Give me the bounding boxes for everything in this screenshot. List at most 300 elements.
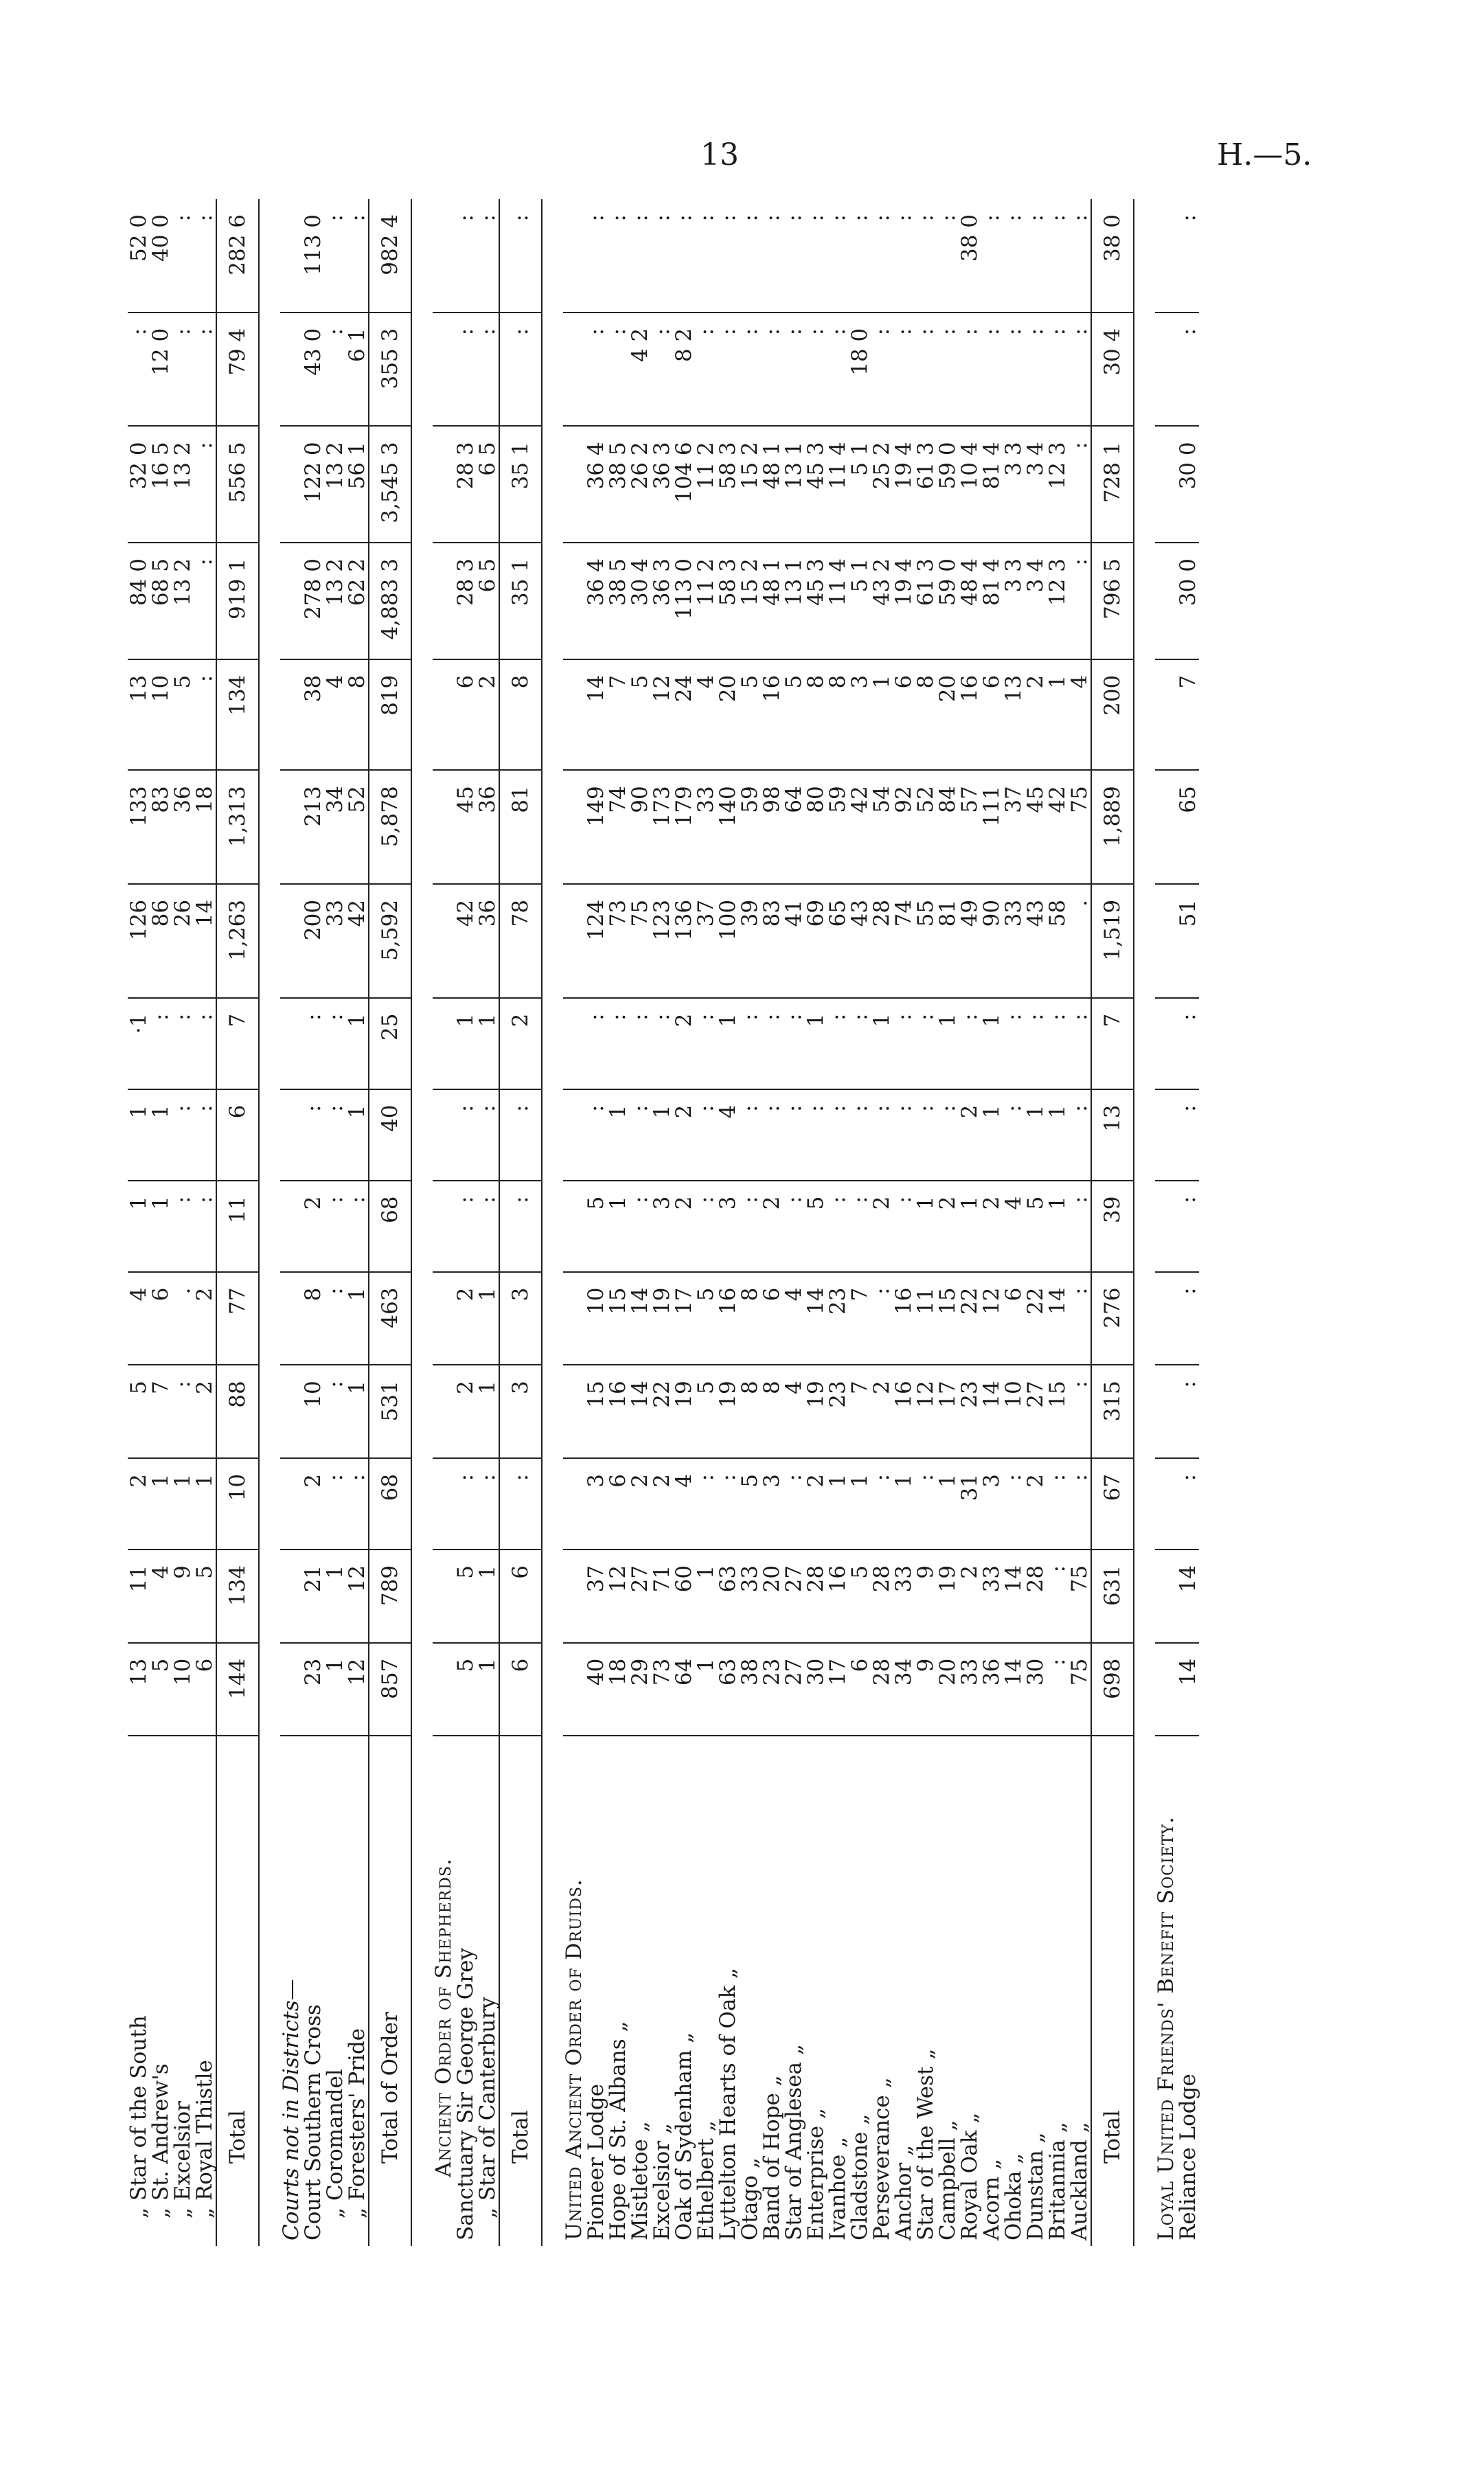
table-cell: 52 0 xyxy=(128,199,150,313)
table-cell: 35 1 xyxy=(499,426,542,543)
table-cell xyxy=(433,426,455,543)
table-cell: : xyxy=(805,1089,827,1181)
table-cell: 78 xyxy=(499,884,542,998)
table-row xyxy=(150,199,172,2246)
row-label: Britannia „ xyxy=(1047,1736,1069,2246)
table-cell: 6 xyxy=(216,1089,259,1181)
table-cell: : xyxy=(194,426,216,543)
row-label: Court Southern Cross xyxy=(302,1736,324,2246)
table-cell: : xyxy=(1025,199,1047,313)
table-row xyxy=(128,199,150,2246)
table-cell: 13 2 xyxy=(324,543,346,659)
table-cell xyxy=(433,199,455,313)
table-cell: 1 xyxy=(915,1181,937,1272)
table-cell: 33 xyxy=(1003,884,1025,998)
table-cell: 3,545 3 xyxy=(369,426,411,543)
table-cell: 68 xyxy=(369,1181,411,1272)
table-cell: 80 xyxy=(805,770,827,884)
table-cell: 81 4 xyxy=(981,543,1003,659)
table-cell xyxy=(563,313,585,427)
page-number: 13 xyxy=(700,137,739,172)
table-row xyxy=(563,199,585,2246)
table-cell: 9 xyxy=(915,1550,937,1643)
table-cell: 15 xyxy=(937,1272,959,1365)
table-cell: 5 xyxy=(585,1181,607,1272)
table-cell: : xyxy=(849,1181,871,1272)
table-cell xyxy=(433,770,455,884)
table-cell: 3 xyxy=(651,1181,673,1272)
table-cell: 83 xyxy=(150,770,172,884)
table-cell: : xyxy=(761,998,783,1089)
table-cell: 65 xyxy=(1177,770,1199,884)
table-cell: : xyxy=(959,313,981,427)
table-cell: 1,889 xyxy=(1091,770,1134,884)
table-cell: : xyxy=(1003,313,1025,427)
table-cell: : xyxy=(1003,1458,1025,1550)
table-cell: 213 xyxy=(302,770,324,884)
table-cell: 556 5 xyxy=(216,426,259,543)
table-cell xyxy=(280,199,302,313)
table-cell: 12 xyxy=(915,1365,937,1458)
table-cell: 1 xyxy=(477,998,499,1089)
table-cell: 7 xyxy=(849,1365,871,1458)
total-row xyxy=(499,199,542,2246)
table-cell xyxy=(1155,1365,1177,1458)
table-cell: 6 xyxy=(981,659,1003,771)
table-cell: 1 xyxy=(346,998,369,1089)
table-cell: : xyxy=(302,1089,324,1181)
table-cell: 38 0 xyxy=(959,199,981,313)
table-cell: : xyxy=(324,1181,346,1272)
table-row xyxy=(629,199,651,2246)
row-label: Ivanhoe „ xyxy=(827,1736,849,2246)
table-cell: 77 xyxy=(216,1272,259,1365)
table-cell: : xyxy=(172,313,194,427)
table-cell xyxy=(280,1272,302,1365)
table-cell: : xyxy=(651,998,673,1089)
table-cell: 1 xyxy=(150,1181,172,1272)
table-row xyxy=(585,199,607,2246)
table-cell: : xyxy=(346,199,369,313)
table-cell: : xyxy=(761,1089,783,1181)
table-cell: 17 xyxy=(825,1658,850,1686)
table-cell: : xyxy=(783,313,805,427)
table-cell: : xyxy=(1069,998,1091,1089)
table-cell: 69 xyxy=(805,884,827,998)
table-cell: 19 xyxy=(673,1365,695,1458)
table-cell: 1 xyxy=(346,1089,369,1181)
row-label: Perseverance „ xyxy=(871,1736,893,2246)
table-cell: . xyxy=(1069,884,1091,998)
table-cell: 200 xyxy=(1091,659,1134,771)
row-label: Star of the West „ xyxy=(915,1736,937,2246)
table-cell: 5 xyxy=(455,1550,477,1643)
table-cell xyxy=(280,1550,302,1643)
table-cell: 12 xyxy=(981,1272,1003,1365)
row-label: Star of Anglesea „ xyxy=(783,1736,805,2246)
table-cell xyxy=(433,543,455,659)
table-cell: 58 xyxy=(1047,884,1069,998)
table-cell xyxy=(280,1089,302,1181)
table-cell: 12 3 xyxy=(1047,426,1069,543)
table-cell: 2 xyxy=(673,1181,695,1272)
table-cell: 52 xyxy=(915,770,937,884)
table-cell: 33 xyxy=(324,884,346,998)
table-row xyxy=(346,199,369,2246)
table-cell: : xyxy=(1047,1458,1069,1550)
table-cell: 4 xyxy=(695,659,717,771)
table-cell: 92 xyxy=(893,770,915,884)
table-cell: 10 xyxy=(585,1272,607,1365)
table-cell: : xyxy=(585,313,607,427)
table-cell: : xyxy=(783,1458,805,1550)
spacer-row xyxy=(259,199,280,2246)
spacer-cell xyxy=(542,199,563,2246)
table-cell: 16 xyxy=(893,1272,915,1365)
table-row xyxy=(761,199,783,2246)
table-cell: 38 5 xyxy=(607,426,629,543)
table-cell: 35 1 xyxy=(499,543,542,659)
table-cell xyxy=(1155,659,1177,771)
table-cell: : xyxy=(455,1458,477,1550)
table-cell: 4 xyxy=(673,1458,695,1550)
table-cell: : xyxy=(761,313,783,427)
table-cell: : xyxy=(324,1272,346,1365)
table-row xyxy=(827,199,849,2246)
table-row xyxy=(871,199,893,2246)
table-cell: . xyxy=(172,1272,194,1365)
table-cell: 88 xyxy=(216,1365,259,1458)
spacer-row xyxy=(411,199,433,2246)
table-cell: 1 xyxy=(981,998,1003,1089)
table-cell: 5 1 xyxy=(849,426,871,543)
table-cell xyxy=(1155,543,1177,659)
table-cell: : xyxy=(783,199,805,313)
table-cell: : xyxy=(477,1089,499,1181)
table-cell: : xyxy=(695,1089,717,1181)
table-cell: 1,263 xyxy=(216,884,259,998)
table-cell: : xyxy=(172,199,194,313)
table-cell: 18 xyxy=(194,770,216,884)
table-cell: 9 xyxy=(913,1658,938,1672)
table-cell: : xyxy=(893,313,915,427)
table-cell xyxy=(563,1458,585,1550)
table-cell: 8 xyxy=(499,659,542,771)
table-cell: : xyxy=(477,1181,499,1272)
table-cell: 1 xyxy=(455,998,477,1089)
table-cell: 37 xyxy=(695,884,717,998)
table-cell: 4 xyxy=(1069,659,1091,771)
table-cell: 30 0 xyxy=(1177,426,1199,543)
table-row xyxy=(194,199,216,2246)
table-row xyxy=(805,199,827,2246)
table-cell: : xyxy=(937,1089,959,1181)
row-label: Total xyxy=(499,1736,542,2246)
table-cell: 1 xyxy=(981,1089,1003,1181)
table-cell: : xyxy=(324,1089,346,1181)
table-cell xyxy=(280,543,302,659)
table-cell: : xyxy=(827,313,849,427)
table-cell: 1,519 xyxy=(1091,884,1134,998)
row-label: Total of Order xyxy=(369,1736,411,2246)
table-cell: : xyxy=(893,1181,915,1272)
table-cell: : xyxy=(871,1458,893,1550)
row-label: Auckland „ xyxy=(1069,1736,1091,2246)
table-cell: : xyxy=(477,313,499,427)
table-cell: 49 xyxy=(959,884,981,998)
table-cell: : xyxy=(717,199,739,313)
table-cell xyxy=(433,1365,455,1458)
table-cell: 728 1 xyxy=(1091,426,1134,543)
table-cell: 1 xyxy=(893,1458,915,1550)
spacer-cell xyxy=(411,199,433,2246)
table-cell: : xyxy=(1044,1658,1070,1666)
table-cell: 79 4 xyxy=(216,313,259,427)
table-cell: : xyxy=(1069,1458,1091,1550)
table-cell: 4 2 xyxy=(629,313,651,427)
table-row xyxy=(717,199,739,2246)
table-cell: 68 5 xyxy=(150,543,172,659)
table-body xyxy=(128,199,1199,2246)
table-cell: 36 xyxy=(477,884,499,998)
table-cell: 2 xyxy=(455,1365,477,1458)
row-label: Royal Oak „ xyxy=(959,1736,981,2246)
table-cell: : xyxy=(695,1181,717,1272)
table-cell: 59 xyxy=(827,770,849,884)
table-cell: 16 xyxy=(827,1550,849,1643)
table-cell: 36 4 xyxy=(585,543,607,659)
table-cell: : xyxy=(499,1458,542,1550)
table-cell: 57 xyxy=(959,770,981,884)
table-cell: 2 xyxy=(651,1458,673,1550)
table-cell: 83 xyxy=(761,884,783,998)
table-cell: : xyxy=(893,1089,915,1181)
table-cell: 27 xyxy=(783,1550,805,1643)
table-cell: 2 xyxy=(1025,659,1047,771)
table-cell: 12 0 xyxy=(150,313,172,427)
table-cell: 14 xyxy=(1003,1550,1025,1643)
table-cell xyxy=(1155,1089,1177,1181)
table-cell: 122 0 xyxy=(302,426,324,543)
table-cell: : xyxy=(172,1365,194,1458)
table-cell: : xyxy=(324,998,346,1089)
total-row xyxy=(369,199,411,2246)
table-cell: : xyxy=(128,313,150,427)
table-cell: : xyxy=(717,313,739,427)
table-cell xyxy=(280,770,302,884)
table-cell: : xyxy=(1069,426,1091,543)
table-cell: 6 xyxy=(455,659,477,771)
table-row xyxy=(783,199,805,2246)
table-cell: 13 xyxy=(126,1658,151,1686)
table-row xyxy=(607,199,629,2246)
table-cell: 1 xyxy=(937,1458,959,1550)
table-cell: 14 xyxy=(1177,1550,1199,1643)
total-row xyxy=(1091,199,1134,2246)
row-label: Campbell „ xyxy=(937,1736,959,2246)
table-cell: 2 xyxy=(477,659,499,771)
row-label: Total xyxy=(216,1736,259,2246)
table-cell: : xyxy=(1003,1089,1025,1181)
table-cell: 14 xyxy=(629,1365,651,1458)
table-cell: 1 xyxy=(477,1365,499,1458)
table-cell: 61 3 xyxy=(915,426,937,543)
table-cell: 123 xyxy=(651,884,673,998)
table-cell: 8 xyxy=(805,659,827,771)
table-cell xyxy=(1155,1550,1177,1643)
table-cell xyxy=(1155,998,1177,1089)
table-cell: : xyxy=(1177,199,1199,313)
table-cell xyxy=(563,1550,585,1643)
row-label: Excelsior „ xyxy=(651,1736,673,2246)
table-cell: : xyxy=(629,1089,651,1181)
table-cell xyxy=(1155,770,1177,884)
table-cell: 10 xyxy=(216,1458,259,1550)
table-cell: 75 xyxy=(1066,1658,1092,1686)
table-cell: 1 xyxy=(1047,1089,1069,1181)
table-cell: : xyxy=(629,199,651,313)
row-label: Enterprise „ xyxy=(805,1736,827,2246)
table-cell: 23 xyxy=(827,1365,849,1458)
table-cell xyxy=(433,1181,455,1272)
table-cell: 11 4 xyxy=(827,426,849,543)
table-cell: 37 xyxy=(585,1550,607,1643)
table-cell: 144 xyxy=(216,1643,259,1736)
table-cell xyxy=(563,1089,585,1181)
table-cell: 14 xyxy=(585,659,607,771)
table-cell: 4 xyxy=(717,1089,739,1181)
table-cell: 126 xyxy=(128,884,150,998)
table-cell: : xyxy=(1069,1089,1091,1181)
table-cell: 2 xyxy=(128,1458,150,1550)
table-cell: : xyxy=(1177,1458,1199,1550)
row-label: Band of Hope „ xyxy=(761,1736,783,2246)
table-cell: 59 0 xyxy=(937,543,959,659)
table-cell: 33 xyxy=(893,1550,915,1643)
table-cell: : xyxy=(1047,998,1069,1089)
table-cell: 14 xyxy=(1047,1272,1069,1365)
table-cell: 58 3 xyxy=(717,426,739,543)
table-cell: 33 xyxy=(739,1550,761,1643)
table-cell: 5 xyxy=(739,1458,761,1550)
table-cell: : xyxy=(717,1458,739,1550)
table-cell: 33 xyxy=(957,1658,982,1686)
table-cell: 58 3 xyxy=(717,543,739,659)
table-cell: 36 xyxy=(172,770,194,884)
table-cell: : xyxy=(455,199,477,313)
table-cell: 3 xyxy=(499,1365,542,1458)
table-cell: 282 6 xyxy=(216,199,259,313)
table-cell: : xyxy=(849,998,871,1089)
table-row xyxy=(477,199,499,2246)
table-cell: 17 xyxy=(937,1365,959,1458)
table-cell: : xyxy=(1069,199,1091,313)
table-cell: : xyxy=(739,1181,761,1272)
table-cell xyxy=(280,426,302,543)
table-cell: 13 xyxy=(128,659,150,771)
table-cell: 16 5 xyxy=(150,426,172,543)
table-cell: 1 xyxy=(477,1550,499,1643)
table-cell: : xyxy=(1003,998,1025,1089)
table-cell: 51 xyxy=(1177,884,1199,998)
table-cell: 28 xyxy=(1025,1550,1047,1643)
table-cell: 40 xyxy=(583,1658,608,1686)
table-cell: : xyxy=(629,998,651,1089)
table-cell: 7 xyxy=(1177,659,1199,771)
table-cell: 8 xyxy=(739,1365,761,1458)
table-cell: : xyxy=(871,313,893,427)
table-cell: 33 xyxy=(695,770,717,884)
table-cell: 27 xyxy=(1025,1365,1047,1458)
table-cell: 14 xyxy=(629,1272,651,1365)
table-cell xyxy=(563,770,585,884)
table-cell xyxy=(433,1458,455,1550)
table-cell xyxy=(433,1550,455,1643)
table-cell: 37 xyxy=(1003,770,1025,884)
table-cell: 1,313 xyxy=(216,770,259,884)
table-cell: 6 xyxy=(499,1643,542,1736)
table-row xyxy=(1069,199,1091,2246)
table-cell: 18 0 xyxy=(849,313,871,427)
table-cell: 52 xyxy=(346,770,369,884)
table-cell: 8 2 xyxy=(673,313,695,427)
table-cell: 75 xyxy=(1069,770,1091,884)
table-cell: 42 xyxy=(346,884,369,998)
table-cell: : xyxy=(805,313,827,427)
table-cell: 136 xyxy=(673,884,695,998)
table-cell: 200 xyxy=(302,884,324,998)
table-cell: 7 xyxy=(849,1272,871,1365)
table-cell: 2 xyxy=(761,1181,783,1272)
table-cell: 819 xyxy=(369,659,411,771)
table-cell: 34 xyxy=(324,770,346,884)
table-cell: 75 xyxy=(629,884,651,998)
table-cell: 5 xyxy=(849,1550,871,1643)
table-cell: : xyxy=(194,1089,216,1181)
table-cell: : xyxy=(172,998,194,1089)
table-cell xyxy=(1155,426,1177,543)
table-cell: 74 xyxy=(893,884,915,998)
table-cell: 14 xyxy=(805,1272,827,1365)
table-row xyxy=(739,199,761,2246)
table-cell: 14 xyxy=(1175,1658,1200,1686)
table-cell: 12 xyxy=(344,1658,369,1686)
table-cell: 20 xyxy=(717,659,739,771)
table-cell: 42 xyxy=(849,770,871,884)
table-cell: 3 xyxy=(981,1458,1003,1550)
table-cell: 84 0 xyxy=(128,543,150,659)
table-cell: : xyxy=(739,998,761,1089)
table-cell: 5 xyxy=(783,659,805,771)
row-label: Ohoka „ xyxy=(1003,1736,1025,2246)
table-cell: 63 xyxy=(717,1550,739,1643)
table-cell: 65 xyxy=(827,884,849,998)
table-cell: : xyxy=(871,199,893,313)
row-label: Hope of St. Albans „ xyxy=(607,1736,629,2246)
table-cell: 45 3 xyxy=(805,426,827,543)
table-cell: 315 xyxy=(1091,1365,1134,1458)
row-label: Acorn „ xyxy=(981,1736,1003,2246)
table-cell: 48 4 xyxy=(959,543,981,659)
table-cell: 5 xyxy=(453,1658,478,1672)
table-cell: ·1 xyxy=(128,998,150,1089)
table-cell: : xyxy=(761,199,783,313)
table-cell: : xyxy=(607,998,629,1089)
table-cell: 133 xyxy=(128,770,150,884)
total-row xyxy=(216,199,259,2246)
table-cell: 982 4 xyxy=(369,199,411,313)
table-cell: 13 2 xyxy=(172,543,194,659)
